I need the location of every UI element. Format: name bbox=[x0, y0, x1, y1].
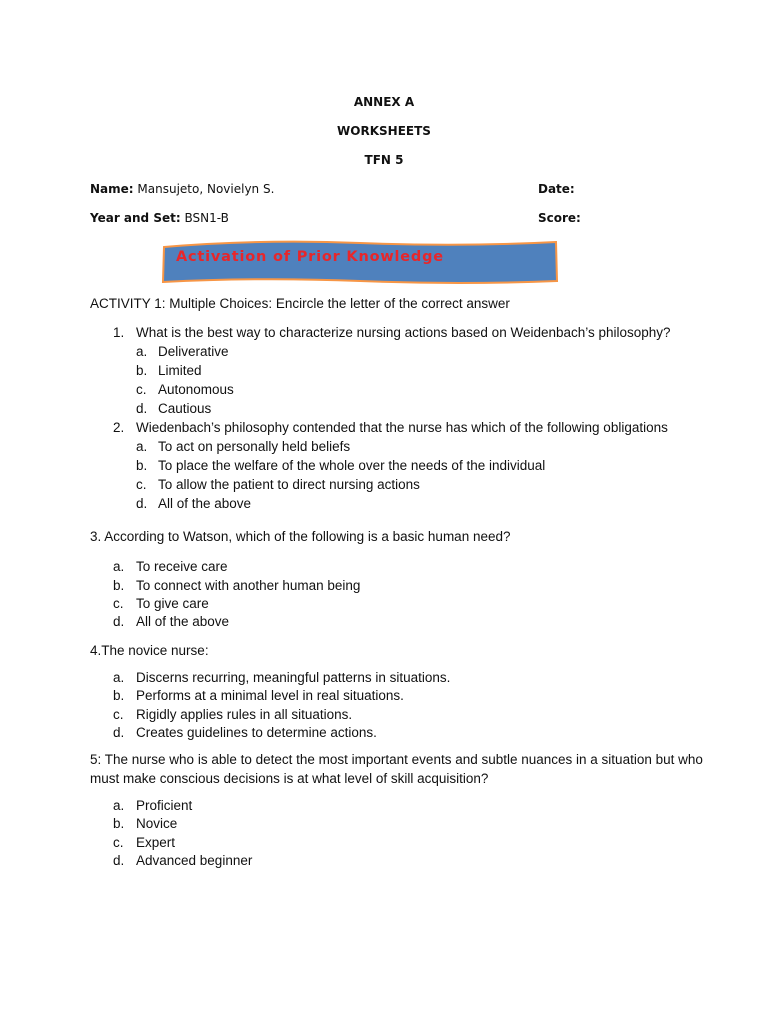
q5-text-line2: must make conscious decisions is at what level of skill acquisition? bbox=[90, 771, 489, 786]
q2-text: Wiedenbach’s philosophy contended that the nurse has which of the following obligations bbox=[136, 420, 668, 435]
q2-option-letter: b. bbox=[136, 458, 148, 473]
q5-option-letter: a. bbox=[113, 798, 125, 813]
q1-text: What is the best way to characterize nursing actions based on Weidenbach’s philosophy? bbox=[136, 325, 671, 340]
year-value: BSN1-B bbox=[184, 211, 229, 225]
q5-option-text: Advanced beginner bbox=[136, 853, 253, 868]
q3-option-text: To receive care bbox=[136, 559, 228, 574]
banner-text: Activation of Prior Knowledge bbox=[176, 249, 444, 265]
q3-option-letter: d. bbox=[113, 614, 125, 629]
name-value: Mansujeto, Novielyn S. bbox=[137, 182, 275, 196]
q4-option-text: Creates guidelines to determine actions. bbox=[136, 725, 377, 740]
q4-option-text: Discerns recurring, meaningful patterns in situations. bbox=[136, 670, 451, 685]
q1-option-text: Deliverative bbox=[158, 344, 229, 359]
q2-option-letter: c. bbox=[136, 477, 147, 492]
q2-option-text: To act on personally held beliefs bbox=[158, 439, 351, 454]
q2-number: 2. bbox=[113, 420, 125, 435]
q3-option-text: To connect with another human being bbox=[136, 578, 361, 593]
q2-option-text: To place the welfare of the whole over the needs of the individual bbox=[158, 458, 546, 473]
q4-option-letter: c. bbox=[113, 707, 124, 722]
q1-option-letter: b. bbox=[136, 363, 148, 378]
q5-text-line1: 5: The nurse who is able to detect the most important events and subtle nuances in a situation but who bbox=[90, 752, 703, 767]
q1-option-text: Limited bbox=[158, 363, 202, 378]
annex-title: ANNEX A bbox=[353, 95, 415, 109]
q4-option-text: Performs at a minimal level in real situations. bbox=[136, 688, 404, 703]
worksheets-title: WORKSHEETS bbox=[337, 124, 431, 138]
q3-option-text: All of the above bbox=[136, 614, 230, 629]
q5-option-letter: d. bbox=[113, 853, 125, 868]
q1-option-letter: d. bbox=[136, 401, 148, 416]
q1-option-letter: c. bbox=[136, 382, 147, 397]
q3-option-letter: b. bbox=[113, 578, 125, 593]
q2-option-letter: a. bbox=[136, 439, 148, 454]
q3-option-text: To give care bbox=[136, 596, 209, 611]
activation-banner bbox=[160, 239, 560, 285]
year-label: Year and Set: bbox=[90, 211, 181, 225]
q5-option-letter: b. bbox=[113, 816, 125, 831]
activity-instruction: ACTIVITY 1: Multiple Choices: Encircle the letter of the correct answer bbox=[90, 296, 510, 311]
tfn-title: TFN 5 bbox=[364, 153, 404, 167]
q1-option-letter: a. bbox=[136, 344, 148, 359]
name-label: Name: bbox=[90, 182, 134, 196]
q2-option-text: To allow the patient to direct nursing actions bbox=[158, 477, 420, 492]
q1-option-text: Autonomous bbox=[158, 382, 234, 397]
year-row bbox=[90, 211, 229, 225]
q4-option-text: Rigidly applies rules in all situations. bbox=[136, 707, 353, 722]
q3-option-letter: a. bbox=[113, 559, 125, 574]
q4-option-letter: b. bbox=[113, 688, 125, 703]
q4-option-letter: d. bbox=[113, 725, 125, 740]
q5-option-letter: c. bbox=[113, 835, 124, 850]
q3-option-letter: c. bbox=[113, 596, 124, 611]
date-label: Date: bbox=[538, 182, 575, 196]
q4-text: 4.The novice nurse: bbox=[90, 643, 209, 658]
q2-option-text: All of the above bbox=[158, 496, 252, 511]
q1-number: 1. bbox=[113, 325, 125, 340]
date-row bbox=[538, 182, 575, 196]
q5-option-text: Proficient bbox=[136, 798, 193, 813]
q2-option-letter: d. bbox=[136, 496, 148, 511]
name-row bbox=[90, 182, 274, 196]
q5-option-text: Expert bbox=[136, 835, 176, 850]
score-label: Score: bbox=[538, 211, 581, 225]
q1-option-text: Cautious bbox=[158, 401, 212, 416]
score-row bbox=[538, 211, 581, 225]
q5-option-text: Novice bbox=[136, 816, 178, 831]
q3-text: 3. According to Watson, which of the following is a basic human need? bbox=[90, 529, 511, 544]
q4-option-letter: a. bbox=[113, 670, 125, 685]
